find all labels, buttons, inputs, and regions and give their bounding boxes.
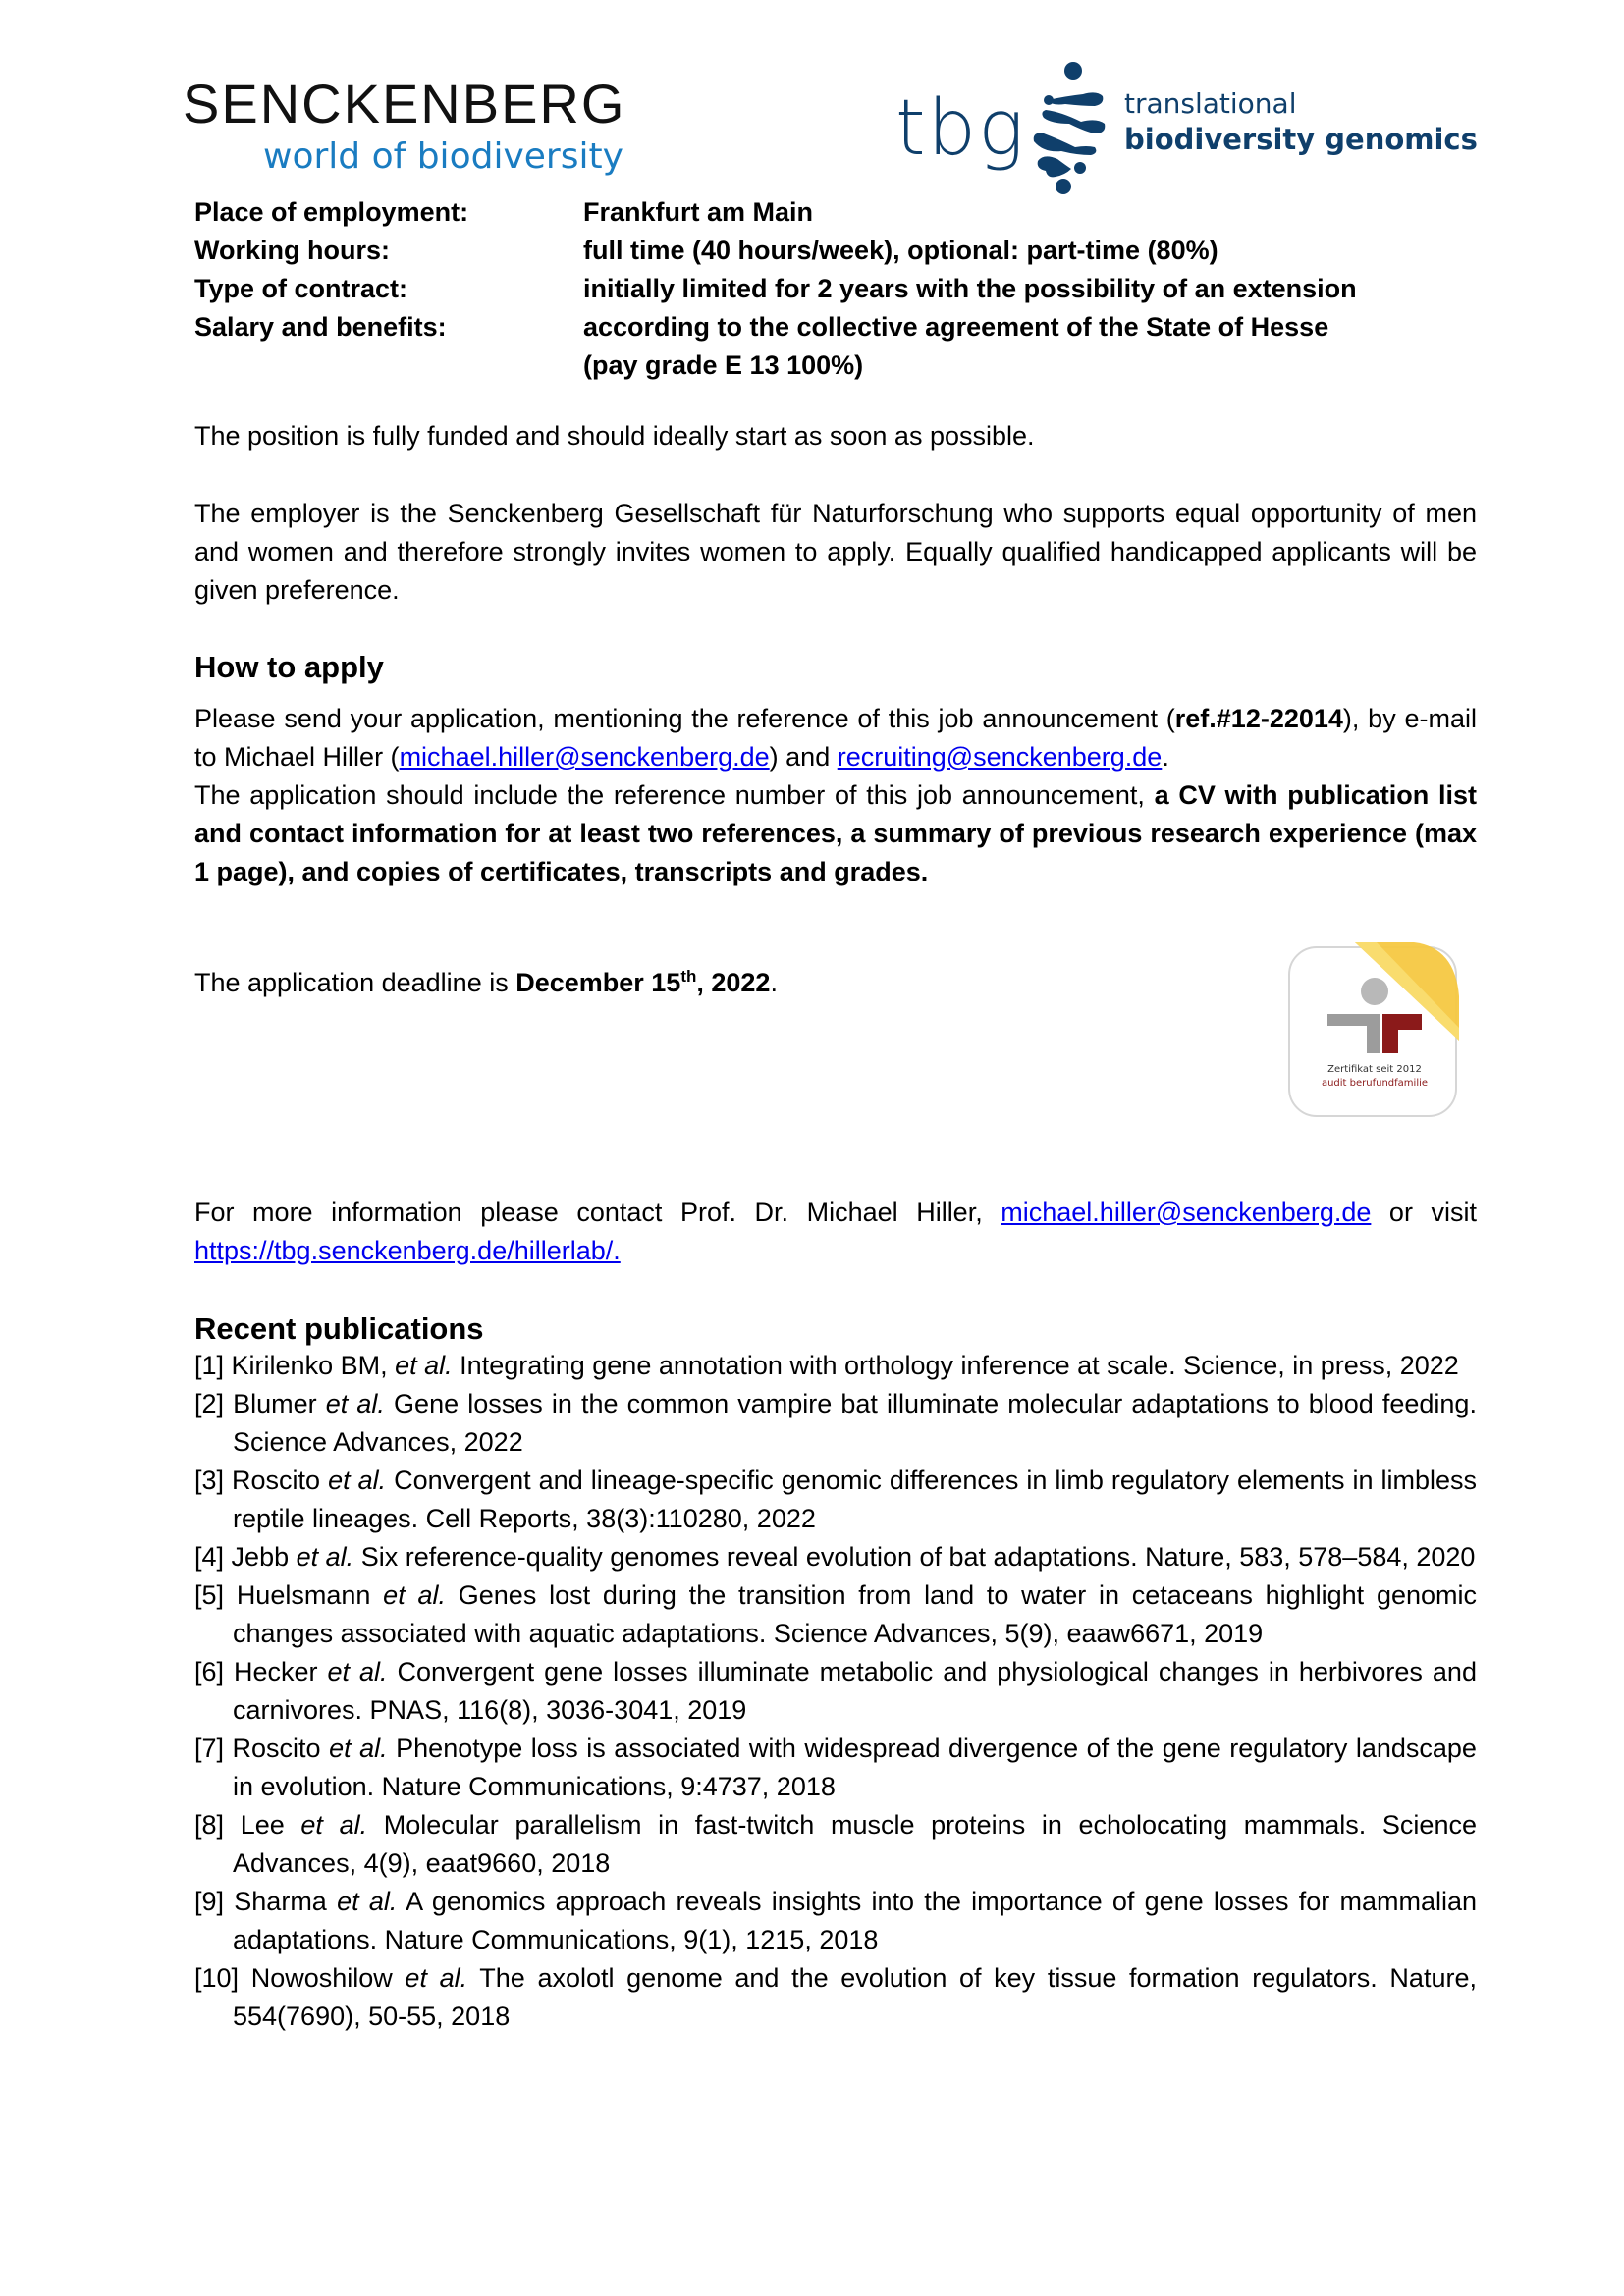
detail-label: Salary and benefits: — [194, 312, 447, 342]
detail-row — [194, 270, 1481, 308]
publication-etal: et al. — [300, 1810, 368, 1840]
publication-etal: et al. — [296, 1542, 354, 1572]
publication-number: [1] — [194, 1351, 225, 1380]
publication-number: [10] — [194, 1963, 240, 1993]
publication-etal: et al. — [395, 1351, 453, 1380]
publication-item — [194, 1576, 1477, 1653]
detail-value: Frankfurt am Main — [583, 197, 814, 227]
apply-paragraph — [194, 700, 1477, 776]
apply-text: ) and — [769, 742, 838, 772]
detail-row — [194, 193, 1481, 232]
publication-etal: et al. — [327, 1657, 388, 1686]
contact-text: or visit — [1371, 1198, 1477, 1227]
publication-authors: Hecker — [234, 1657, 318, 1686]
publication-details: Genes lost during the transition from land to water in cetaceans highlight genomic changes associated with aquatic adaptations. Science Advances, 5(9), eaaw6671, 2019 — [233, 1580, 1477, 1648]
contact-email-link[interactable]: michael.hiller@senckenberg.de — [1001, 1198, 1372, 1227]
how-to-apply-heading: How to apply — [194, 650, 384, 684]
dna-helix-icon — [1026, 61, 1124, 198]
publication-authors: Kirilenko BM, — [231, 1351, 388, 1380]
publications-heading: Recent publications — [194, 1311, 484, 1346]
certificate-badge-icon — [1286, 937, 1463, 1119]
audit-berufundfamilie-badge — [1286, 937, 1463, 1119]
publication-authors: Roscito — [232, 1734, 321, 1763]
publication-item — [194, 1653, 1477, 1730]
publication-item — [194, 1730, 1477, 1806]
tbg-logo-line2: biodiversity genomics — [1124, 123, 1478, 156]
publication-item — [194, 1385, 1477, 1462]
senckenberg-logo-name: SENCKENBERG — [183, 73, 626, 134]
publication-authors: Lee — [240, 1810, 285, 1840]
application-contents-text: The application should include the reference number of this job announcement, — [194, 780, 1155, 810]
publication-authors: Jebb — [231, 1542, 290, 1572]
publication-number: [5] — [194, 1580, 225, 1610]
detail-value: full time (40 hours/week), optional: part-time (80%) — [583, 236, 1218, 265]
apply-text: Please send your application, mentioning the reference of this job announcement ( — [194, 704, 1175, 733]
publication-authors: Sharma — [234, 1887, 327, 1916]
detail-row — [194, 232, 1481, 270]
deadline-paragraph — [194, 964, 1078, 1002]
detail-row — [194, 308, 1481, 347]
deadline-date-main: December 15 — [515, 968, 681, 997]
publication-details: A genomics approach reveals insights into the importance of gene losses for mammalian adaptations. Nature Communications, 9(1), 1215, 2018 — [233, 1887, 1477, 1954]
detail-label: Type of contract: — [194, 274, 408, 303]
tbg-logo-abbr: tbg — [895, 84, 1026, 173]
publication-item — [194, 1806, 1477, 1883]
job-details — [194, 193, 1481, 385]
publication-item — [194, 1462, 1477, 1538]
publication-authors: Nowoshilow — [250, 1963, 393, 1993]
publication-etal: et al. — [383, 1580, 446, 1610]
senckenberg-logo — [183, 73, 626, 177]
hillerlab-url-link[interactable]: https://tbg.senckenberg.de/hillerlab/. — [194, 1236, 621, 1265]
tbg-logo-line1: translational — [1124, 87, 1297, 120]
publication-item — [194, 1538, 1477, 1576]
email-link-recruiting[interactable]: recruiting@senckenberg.de — [837, 742, 1163, 772]
funding-paragraph: The position is fully funded and should ideally start as soon as possible. — [194, 421, 1035, 451]
application-contents-paragraph — [194, 776, 1477, 891]
publication-authors: Blumer — [233, 1389, 317, 1418]
badge-line1: Zertifikat seit 2012 — [1327, 1064, 1422, 1075]
deadline-text: The application deadline is — [194, 968, 516, 997]
deadline-date-year: , 2022 — [696, 968, 771, 997]
publication-number: [6] — [194, 1657, 225, 1686]
email-link-hiller[interactable]: michael.hiller@senckenberg.de — [399, 742, 770, 772]
badge-line2: audit berufundfamilie — [1321, 1078, 1429, 1089]
employer-paragraph: The employer is the Senckenberg Gesellschaft für Naturforschung who supports equal opportunity of men and women and therefore strongly invites women to apply. Equally qualified handicapped applicants will be given preference. — [194, 499, 1477, 605]
publication-authors: Roscito — [232, 1466, 321, 1495]
publication-number: [2] — [194, 1389, 225, 1418]
contact-text: For more information please contact Prof. Dr. Michael Hiller, — [194, 1198, 1001, 1227]
publication-details: Gene losses in the common vampire bat illuminate molecular adaptations to blood feeding. Science Advances, 2022 — [233, 1389, 1477, 1457]
publication-item — [194, 1347, 1477, 1385]
publication-details: Convergent gene losses illuminate metabolic and physiological changes in herbivores and carnivores. PNAS, 116(8), 3036-3041, 2019 — [233, 1657, 1477, 1725]
publication-list — [194, 1347, 1477, 2036]
deadline-date — [515, 968, 770, 997]
reference-number: ref.#12-22014 — [1174, 704, 1343, 733]
senckenberg-logo-tagline: world of biodiversity — [263, 136, 623, 177]
detail-label: Working hours: — [194, 236, 390, 265]
application-requirements: a CV with publication list and contact information for at least two references, a summary of previous research experience (max 1 page), and copies of certificates, transcripts and grades. — [194, 780, 1477, 886]
deadline-suffix: . — [770, 968, 778, 997]
publication-etal: et al. — [337, 1887, 398, 1916]
deadline-date-sup: th — [680, 967, 697, 986]
publication-item — [194, 1883, 1477, 1959]
publication-number: [7] — [194, 1734, 225, 1763]
publication-details: Six reference-quality genomes reveal evolution of bat adaptations. Nature, 583, 578–584, 2020 — [360, 1542, 1476, 1572]
publication-details: Molecular parallelism in fast-twitch muscle proteins in echolocating mammals. Science Advances, 4(9), eaat9660, 2018 — [233, 1810, 1477, 1878]
publication-etal: et al. — [325, 1389, 385, 1418]
publication-number: [9] — [194, 1887, 225, 1916]
publication-details: The axolotl genome and the evolution of key tissue formation regulators. Nature, 554(7690), 50-55, 2018 — [233, 1963, 1477, 2031]
publication-number: [8] — [194, 1810, 225, 1840]
publication-number: [4] — [194, 1542, 225, 1572]
publication-etal: et al. — [328, 1466, 387, 1495]
publication-etal: et al. — [329, 1734, 388, 1763]
publication-details: Phenotype loss is associated with widespread divergence of the gene regulatory landscape in evolution. Nature Communications, 9:4737, 2018 — [233, 1734, 1477, 1801]
detail-value-cont: (pay grade E 13 100%) — [583, 350, 864, 380]
detail-value: initially limited for 2 years with the possibility of an extension — [583, 274, 1357, 303]
publication-etal: et al. — [405, 1963, 468, 1993]
publication-number: [3] — [194, 1466, 225, 1495]
publication-details: Convergent and lineage-specific genomic differences in limb regulatory elements in limbless reptile lineages. Cell Reports, 38(3):110280, 2022 — [233, 1466, 1477, 1533]
publication-authors: Huelsmann — [236, 1580, 371, 1610]
contact-paragraph — [194, 1194, 1477, 1270]
apply-text: ), by e-mail to Michael Hiller ( — [194, 704, 1477, 772]
tbg-logo — [893, 61, 1483, 198]
publication-details: Integrating gene annotation with orthology inference at scale. Science, in press, 2022 — [460, 1351, 1459, 1380]
publication-item — [194, 1959, 1477, 2036]
detail-value: according to the collective agreement of the State of Hesse — [583, 312, 1329, 342]
apply-text: . — [1162, 742, 1169, 772]
detail-row — [194, 347, 1481, 385]
detail-label: Place of employment: — [194, 197, 469, 227]
